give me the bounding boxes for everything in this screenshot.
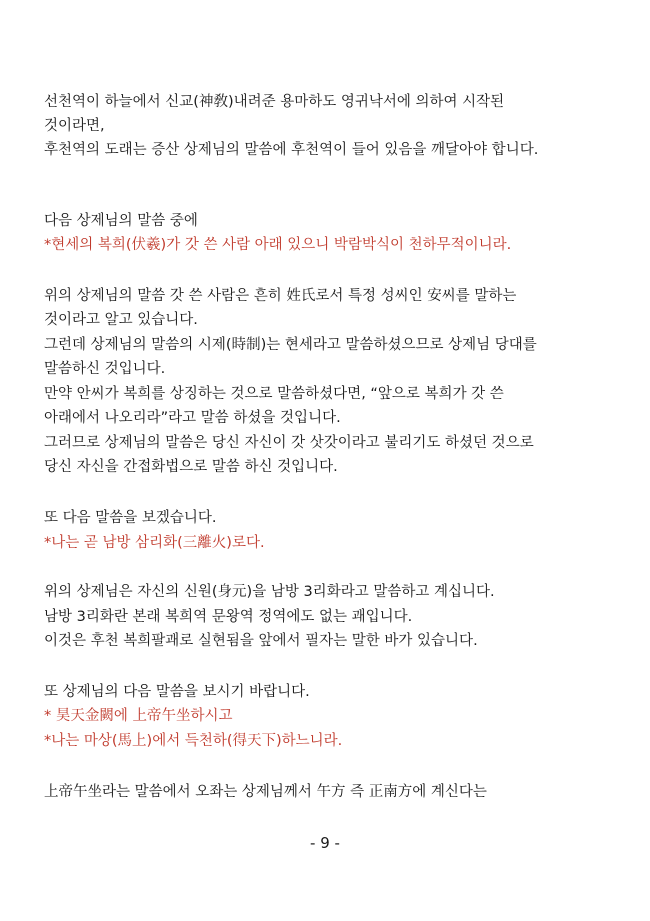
text-line: 아래에서 나오리라”라고 말씀 하셨을 것입니다. — [44, 410, 341, 426]
text-line: 上帝午坐라는 말씀에서 오좌는 상제님께서 午方 즉 正南方에 계신다는 — [44, 784, 487, 800]
quote-line: *나는 마상(馬上)에서 득천하(得天下)하느니라. — [44, 733, 343, 749]
text-line: 것이라면, — [44, 118, 105, 134]
text-line: 그런데 상제님의 말씀의 시제(時制)는 현세라고 말씀하셨으므로 상제님 당대를 — [44, 337, 537, 353]
quote-line: *나는 곧 남방 삼리화(三離火)로다. — [44, 535, 265, 551]
text-line: 만약 안씨가 복희를 상징하는 것으로 말씀하셨다면, “앞으로 복희가 갓 쓴 — [44, 386, 504, 402]
text-line: 또 상제님의 다음 말씀을 보시기 바랍니다. — [44, 684, 310, 700]
page-number: - 9 - — [310, 834, 340, 852]
text-line: 것이라고 알고 있습니다. — [44, 312, 198, 328]
text-line: 위의 상제님은 자신의 신원(身元)을 남방 3리화라고 말씀하고 계십니다. — [44, 584, 495, 600]
text-line: 그러므로 상제님의 말씀은 당신 자신이 갓 삿갓이라고 불리기도 하셨던 것으로 — [44, 435, 534, 451]
text-line: 또 다음 말씀을 보겠습니다. — [44, 510, 217, 526]
text-line: 다음 상제님의 말씀 중에 — [44, 213, 198, 229]
text-line: 후천역의 도래는 증산 상제님의 말씀에 후천역이 들어 있음을 깨달아야 합니다. — [44, 142, 539, 158]
text-line: 이것은 후천 복희팔괘로 실현됨을 앞에서 필자는 말한 바가 있습니다. — [44, 633, 478, 649]
quote-line: * 昊天金闕에 上帝午坐하시고 — [44, 708, 233, 724]
text-line: 당신 자신을 간접화법으로 말씀 하신 것입니다. — [44, 459, 338, 475]
text-line: 위의 상제님의 말씀 갓 쓴 사람은 흔히 姓氏로서 특정 성씨인 安씨를 말하는 — [44, 288, 517, 304]
text-line: 선천역이 하늘에서 신교(神敎)내려준 용마하도 영귀낙서에 의하여 시작된 — [44, 94, 505, 110]
quote-line: *현세의 복희(伏羲)가 갓 쓴 사람 아래 있으니 박람박식이 천하무적이니라. — [44, 237, 512, 253]
text-line: 말씀하신 것입니다. — [44, 361, 166, 377]
text-line: 남방 3리화란 본래 복희역 문왕역 정역에도 없는 괘입니다. — [44, 609, 413, 625]
